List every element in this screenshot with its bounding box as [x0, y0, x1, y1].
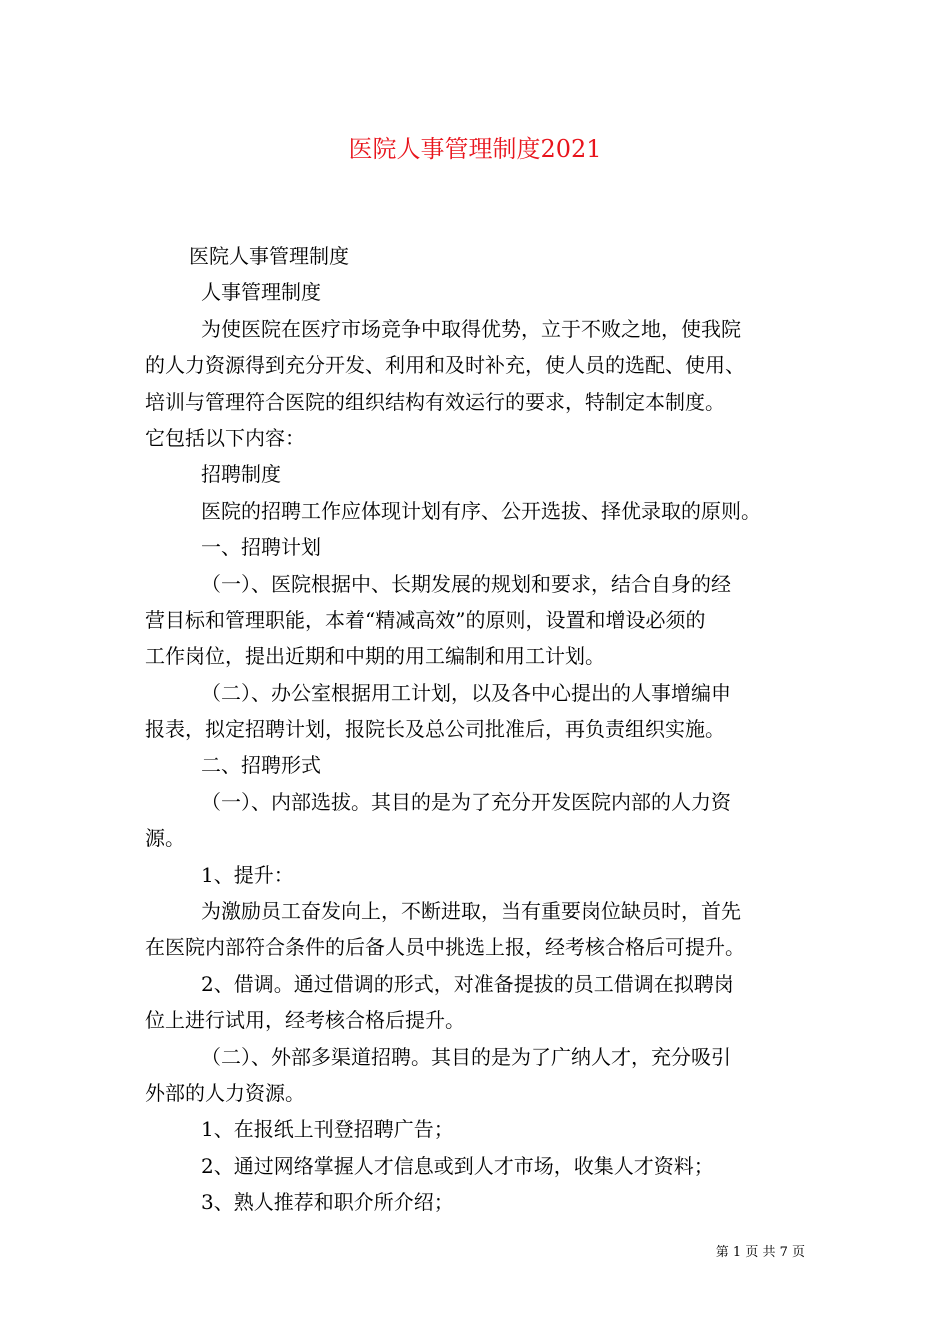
body-line: 为激励员工奋发向上，不断进取，当有重要岗位缺员时，首先: [201, 899, 741, 924]
body-line: 报表，拟定招聘计划，报院长及总公司批准后，再负责组织实施。: [145, 717, 725, 742]
body-line: 的人力资源得到充分开发、利用和及时补充，使人员的选配、使用、: [145, 353, 745, 378]
document-body: [145, 238, 817, 1221]
body-line: 营目标和管理职能，本着“精减高效”的原则，设置和增设必须的: [145, 607, 706, 632]
body-line: 3、熟人推荐和职介所介绍；: [201, 1190, 454, 1215]
body-line: 为使医院在医疗市场竞争中取得优势，立于不败之地，使我院: [201, 316, 741, 341]
body-line: 位上进行试用，经考核合格后提升。: [145, 1008, 465, 1033]
document-title: 医院人事管理制度2021: [348, 135, 602, 163]
body-line: 医院人事管理制度: [189, 244, 349, 268]
body-line: （一）、医院根据中、长期发展的规划和要求，结合自身的经: [201, 571, 731, 596]
body-line: 医院的招聘工作应体现计划有序、公开选拔、择优录取的原则。: [201, 498, 761, 523]
body-line: 在医院内部符合条件的后备人员中挑选上报，经考核合格后可提升。: [145, 935, 745, 960]
body-line: 培训与管理符合医院的组织结构有效运行的要求，特制定本制度。: [145, 389, 725, 414]
body-line: 人事管理制度: [201, 280, 321, 305]
page-number: 第 1 页 共 7 页: [715, 1245, 805, 1260]
body-line: 二、招聘形式: [201, 753, 321, 778]
body-line: 外部的人力资源。: [145, 1080, 305, 1105]
body-line: 招聘制度: [201, 462, 281, 487]
body-line: （二）、外部多渠道招聘。其目的是为了广纳人才，充分吸引: [201, 1044, 731, 1069]
body-line: （一）、内部选拔。其目的是为了充分开发医院内部的人力资: [201, 789, 731, 814]
body-line: 一、招聘计划: [201, 535, 321, 560]
body-line: 工作岗位，提出近期和中期的用工编制和用工计划。: [145, 644, 605, 669]
body-line: 它包括以下内容：: [145, 425, 305, 450]
body-line: 2、借调。通过借调的形式，对准备提拔的员工借调在拟聘岗: [201, 971, 734, 996]
body-line: 1、提升：: [201, 862, 294, 887]
body-line: 1、在报纸上刊登招聘广告；: [201, 1117, 454, 1142]
body-line: 源。: [145, 826, 185, 851]
body-line: 2、通过网络掌握人才信息或到人才市场，收集人才资料；: [201, 1153, 714, 1178]
body-line: （二）、办公室根据用工计划，以及各中心提出的人事增编申: [201, 680, 731, 705]
